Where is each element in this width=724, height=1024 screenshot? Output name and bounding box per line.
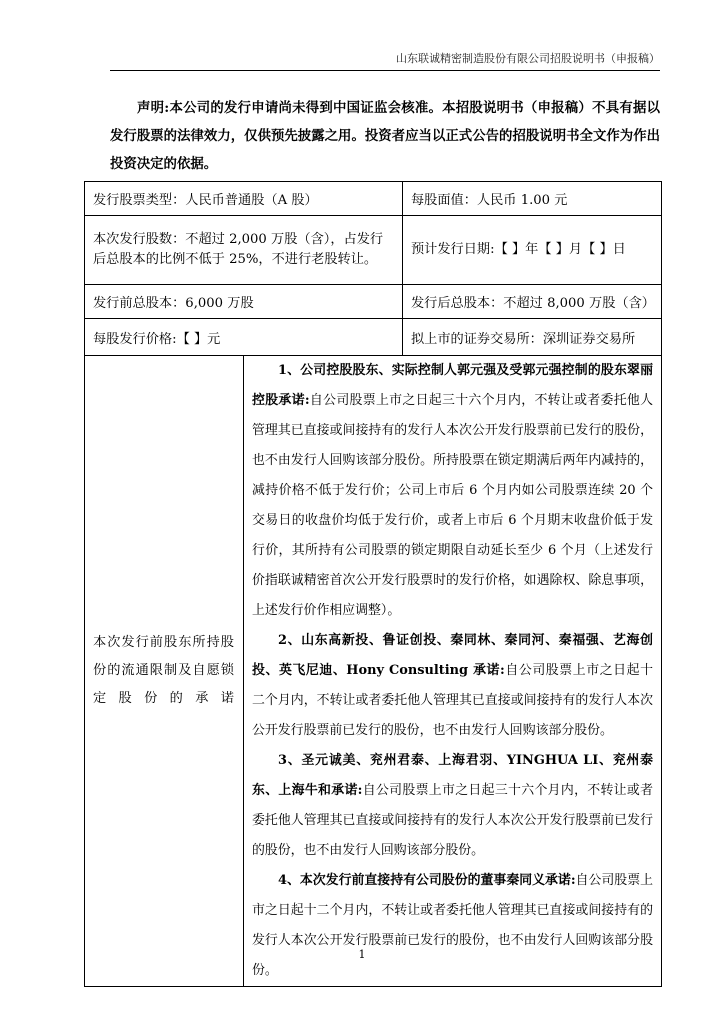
offering-summary-table [84,181,662,987]
commitment-body: 自公司股票上市之日起十二个月内，不转让或者委托他人管理其已直接或间接持有的发行人本次公开发行股票前已发行的股份，也不由发行人回购该部分股份。 [252,873,654,978]
commitment-body: 自公司股票上市之日起三十六个月内，不转让或者委托他人管理其已直接或间接持有的发行人本次公开发行股票前已发行的股份，也不由发行人回购该部分股份。 [252,783,653,858]
par-value-cell: 每股面值：人民币 1.00 元 [403,182,662,216]
table-row [85,285,662,319]
commitment-paragraph [252,746,653,866]
disclaimer-statement: 声明:本公司的发行申请尚未得到中国证监会核准。本招股说明书（申报稿）不具有据以发行股票的法律效力，仅供预先披露之用。投资者应当以正式公告的招股说明书全文作为作出投资决定的依据。 [110,100,660,172]
commitment-heading: 3、圣元诚美、兖州君泰、上海君羽、YINGHUA LI、兖州泰东、上海牛和承诺: [252,753,653,798]
stock-type-cell: 发行股票类型：人民币普通股（A 股） [85,182,403,216]
commitment-paragraph [252,626,653,746]
table-row [85,356,662,987]
commitment-body: 自公司股票上市之日起三十六个月内，不转让或者委托他人管理其已直接或间接持有的发行人本次公开发行股票前已发行的股份，也不由发行人回购该部分股份。所持股票在锁定期满后两年内减持的，减持价格不低于发行价；公司上市后 6 个月内如公司股票连续 20 个交易日的收盘价均低于发行价，或者上市后 6 个月期末收盘价低于发行价，其所持有公司股票的锁定期限自动延长至少 6 个月（上述发行价指联诚精密首次公开发行股票时的发行价格，如遇除权、除息事项，上述发行价作相应调整）。 [252,393,653,618]
post-issue-total-cell: 发行后总股本：不超过 8,000 万股（含） [403,285,662,319]
issue-price-cell: 每股发行价格:【 】元 [85,319,403,356]
expected-date-cell: 预计发行日期:【 】年【 】月【 】日 [403,216,662,285]
commitment-body: 自公司股票上市之日起十二个月内，不转让或者委托他人管理其已直接或间接持有的发行人本次公开发行股票前已发行的股份，也不由发行人回购该部分股份。 [252,663,653,738]
issue-shares-cell: 本次发行股数：不超过 2,000 万股（含），占发行后总股本的比例不低于 25%，不进行老股转让。 [85,216,403,285]
lockup-commitments-cell [244,356,662,987]
commitment-paragraph [252,866,653,986]
table-row [85,319,662,356]
pre-issue-total-cell: 发行前总股本：6,000 万股 [85,285,403,319]
lockup-label-cell: 本次发行前股东所持股份的流通限制及自愿锁定股份的承诺 [85,356,244,987]
commitment-heading: 4、本次发行前直接持有公司股份的董事秦同义承诺: [278,873,576,888]
running-header: 山东联诚精密制造股份有限公司招股说明书（申报稿） [110,50,660,71]
commitment-heading: 1、公司控股股东、实际控制人郭元强及受郭元强控制的股东翠丽控股承诺: [252,363,653,408]
commitment-heading: 2、山东高新投、鲁证创投、秦同林、秦同河、秦福强、艺海创投、英飞尼迪、Hony Consulting 承诺: [252,633,653,678]
table-row [85,182,662,216]
table-row [85,216,662,285]
commitment-paragraph [252,356,653,626]
exchange-cell: 拟上市的证券交易所：深圳证券交易所 [403,319,662,356]
page-number: 1 [358,948,366,961]
